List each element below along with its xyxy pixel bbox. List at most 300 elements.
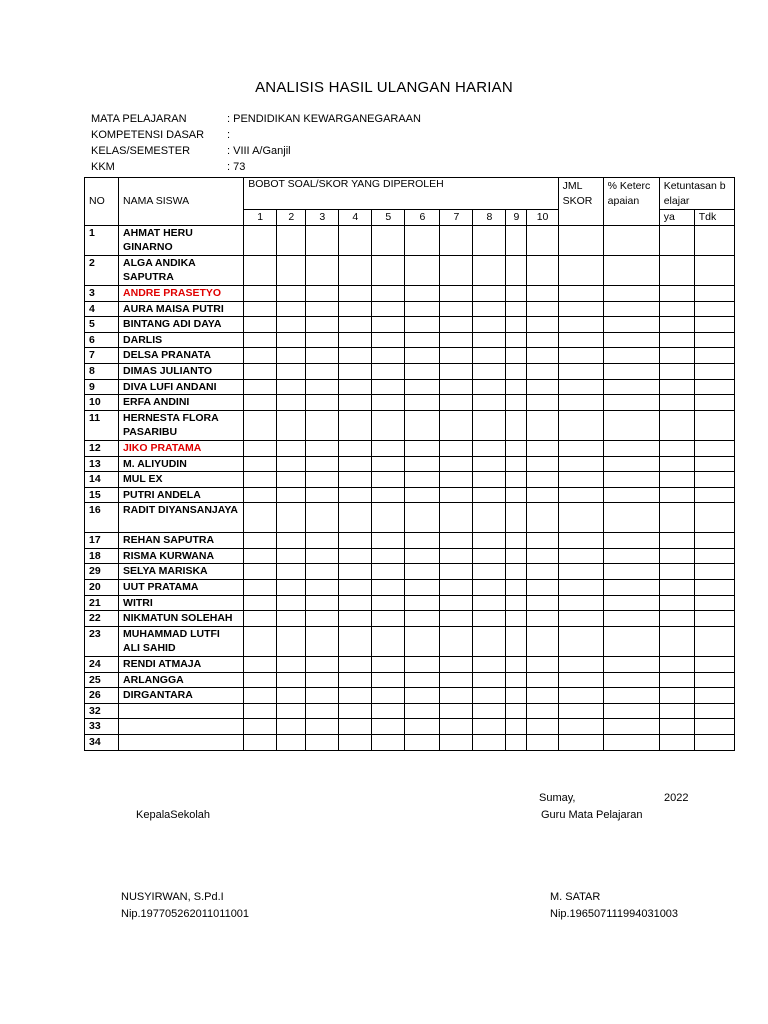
table-row bbox=[85, 225, 735, 255]
score-cell bbox=[527, 626, 558, 656]
table-row bbox=[85, 332, 735, 348]
tuntas-ya-cell bbox=[659, 363, 694, 379]
score-cell bbox=[440, 688, 473, 704]
student-name: DARLIS bbox=[119, 332, 244, 348]
ketercapaian-cell bbox=[603, 363, 659, 379]
score-cell bbox=[473, 548, 506, 564]
score-cell bbox=[372, 703, 405, 719]
score-cell bbox=[473, 317, 506, 333]
ketercapaian-cell bbox=[603, 580, 659, 596]
score-cell bbox=[527, 657, 558, 673]
score-cell bbox=[244, 626, 277, 656]
score-cell bbox=[339, 735, 372, 751]
jml-skor-cell bbox=[558, 719, 603, 735]
score-cell bbox=[244, 580, 277, 596]
score-cell bbox=[506, 348, 527, 364]
teacher-nip: Nip.196507111994031003 bbox=[550, 908, 679, 920]
principal-nip: Nip.197705262011011001 bbox=[121, 908, 250, 920]
score-cell bbox=[339, 719, 372, 735]
score-cell bbox=[339, 456, 372, 472]
score-cell bbox=[277, 503, 306, 533]
score-cell bbox=[277, 672, 306, 688]
tuntas-tdk-cell bbox=[694, 255, 734, 285]
score-cell bbox=[440, 348, 473, 364]
tuntas-tdk-cell bbox=[694, 735, 734, 751]
tuntas-ya-cell bbox=[659, 580, 694, 596]
table-row bbox=[85, 440, 735, 456]
score-cell bbox=[440, 472, 473, 488]
score-cell bbox=[306, 301, 339, 317]
score-cell bbox=[440, 735, 473, 751]
ketercapaian-cell bbox=[603, 472, 659, 488]
ketercapaian-cell bbox=[603, 564, 659, 580]
score-cell bbox=[277, 301, 306, 317]
score-cell bbox=[527, 410, 558, 440]
tuntas-ya-cell bbox=[659, 487, 694, 503]
score-cell bbox=[527, 456, 558, 472]
score-cell bbox=[339, 285, 372, 301]
score-cell bbox=[372, 564, 405, 580]
score-cell bbox=[405, 395, 440, 411]
tuntas-tdk-cell bbox=[694, 580, 734, 596]
score-cell bbox=[440, 410, 473, 440]
meta-value: : PENDIDIKAN KEWARGANEGARAAN bbox=[227, 113, 421, 125]
score-cell bbox=[405, 379, 440, 395]
table-row bbox=[85, 363, 735, 379]
student-name: UUT PRATAMA bbox=[119, 580, 244, 596]
score-cell bbox=[244, 688, 277, 704]
signature-place: Sumay, bbox=[539, 792, 576, 804]
score-cell bbox=[306, 626, 339, 656]
student-name bbox=[119, 703, 244, 719]
row-number: 24 bbox=[85, 657, 119, 673]
tuntas-ya-cell bbox=[659, 533, 694, 549]
score-cell bbox=[527, 688, 558, 704]
score-cell bbox=[473, 440, 506, 456]
score-cell bbox=[440, 332, 473, 348]
tuntas-ya-cell bbox=[659, 688, 694, 704]
score-cell bbox=[277, 472, 306, 488]
student-name: M. ALIYUDIN bbox=[119, 456, 244, 472]
score-cell bbox=[440, 379, 473, 395]
tuntas-tdk-cell bbox=[694, 626, 734, 656]
score-cell bbox=[440, 719, 473, 735]
score-cell bbox=[244, 735, 277, 751]
score-cell bbox=[277, 285, 306, 301]
ketercapaian-cell bbox=[603, 301, 659, 317]
score-cell bbox=[339, 472, 372, 488]
tuntas-tdk-cell bbox=[694, 703, 734, 719]
tuntas-tdk-cell bbox=[694, 395, 734, 411]
score-cell bbox=[339, 548, 372, 564]
score-cell bbox=[527, 379, 558, 395]
score-cell bbox=[473, 395, 506, 411]
score-cell bbox=[277, 348, 306, 364]
score-cell bbox=[277, 456, 306, 472]
score-cell bbox=[506, 564, 527, 580]
score-cell bbox=[440, 533, 473, 549]
score-cell bbox=[339, 703, 372, 719]
score-cell bbox=[244, 440, 277, 456]
student-name: AURA MAISA PUTRI bbox=[119, 301, 244, 317]
score-cell bbox=[372, 472, 405, 488]
score-cell bbox=[372, 317, 405, 333]
score-cell bbox=[372, 487, 405, 503]
ketercapaian-cell bbox=[603, 255, 659, 285]
score-cell bbox=[306, 472, 339, 488]
score-cell bbox=[306, 410, 339, 440]
score-cell bbox=[339, 503, 372, 533]
table-row bbox=[85, 703, 735, 719]
score-cell bbox=[473, 487, 506, 503]
score-cell bbox=[405, 363, 440, 379]
score-cell bbox=[473, 363, 506, 379]
score-cell bbox=[306, 688, 339, 704]
row-number: 7 bbox=[85, 348, 119, 364]
score-cell bbox=[339, 580, 372, 596]
score-cell bbox=[244, 719, 277, 735]
score-cell bbox=[405, 548, 440, 564]
meta-value: : VIII A/Ganjil bbox=[227, 145, 291, 157]
tuntas-tdk-cell bbox=[694, 657, 734, 673]
jml-skor-cell bbox=[558, 503, 603, 533]
row-number: 10 bbox=[85, 395, 119, 411]
table-row bbox=[85, 626, 735, 656]
score-cell bbox=[527, 440, 558, 456]
tuntas-tdk-cell bbox=[694, 410, 734, 440]
score-cell bbox=[277, 611, 306, 627]
principal-role: KepalaSekolah bbox=[136, 809, 211, 821]
score-cell bbox=[405, 595, 440, 611]
score-cell bbox=[306, 595, 339, 611]
table-row bbox=[85, 611, 735, 627]
tuntas-ya-cell bbox=[659, 285, 694, 301]
jml-skor-cell bbox=[558, 363, 603, 379]
student-name: ARLANGGA bbox=[119, 672, 244, 688]
ketercapaian-cell bbox=[603, 595, 659, 611]
score-cell bbox=[372, 285, 405, 301]
student-name: RADIT DIYANSANJAYA bbox=[119, 503, 244, 533]
question-number: 1 bbox=[244, 210, 277, 226]
tuntas-ya-cell bbox=[659, 735, 694, 751]
table-row bbox=[85, 735, 735, 751]
score-cell bbox=[527, 487, 558, 503]
score-cell bbox=[277, 719, 306, 735]
score-cell bbox=[440, 503, 473, 533]
teacher-role: Guru Mata Pelajaran bbox=[541, 809, 643, 821]
score-cell bbox=[405, 255, 440, 285]
score-cell bbox=[277, 317, 306, 333]
ketercapaian-cell bbox=[603, 410, 659, 440]
score-cell bbox=[405, 487, 440, 503]
score-cell bbox=[306, 533, 339, 549]
tuntas-ya-cell bbox=[659, 332, 694, 348]
tuntas-ya-cell bbox=[659, 595, 694, 611]
score-cell bbox=[440, 456, 473, 472]
score-cell bbox=[372, 672, 405, 688]
ketercapaian-cell bbox=[603, 456, 659, 472]
score-cell bbox=[506, 301, 527, 317]
score-cell bbox=[339, 332, 372, 348]
row-number: 13 bbox=[85, 456, 119, 472]
score-cell bbox=[244, 379, 277, 395]
table-row bbox=[85, 317, 735, 333]
score-cell bbox=[506, 548, 527, 564]
tuntas-tdk-cell bbox=[694, 317, 734, 333]
score-cell bbox=[244, 395, 277, 411]
jml-skor-cell bbox=[558, 703, 603, 719]
student-name: RISMA KURWANA bbox=[119, 548, 244, 564]
score-cell bbox=[527, 317, 558, 333]
score-cell bbox=[405, 285, 440, 301]
header-ketuntasan-belajar: Ketuntasan belajar bbox=[659, 178, 734, 210]
score-cell bbox=[372, 332, 405, 348]
score-cell bbox=[405, 503, 440, 533]
table-row bbox=[85, 348, 735, 364]
table-row bbox=[85, 564, 735, 580]
score-cell bbox=[506, 719, 527, 735]
tuntas-ya-cell bbox=[659, 611, 694, 627]
score-cell bbox=[372, 595, 405, 611]
score-cell bbox=[527, 348, 558, 364]
score-cell bbox=[277, 703, 306, 719]
score-cell bbox=[244, 456, 277, 472]
score-cell bbox=[527, 472, 558, 488]
ketercapaian-cell bbox=[603, 672, 659, 688]
header-no: NO bbox=[85, 178, 119, 226]
score-cell bbox=[473, 688, 506, 704]
score-cell bbox=[339, 301, 372, 317]
score-cell bbox=[277, 548, 306, 564]
score-cell bbox=[440, 657, 473, 673]
meta-label: KKM bbox=[91, 161, 115, 173]
question-number: 10 bbox=[527, 210, 558, 226]
jml-skor-cell bbox=[558, 672, 603, 688]
question-number: 9 bbox=[506, 210, 527, 226]
score-cell bbox=[473, 580, 506, 596]
question-number: 2 bbox=[277, 210, 306, 226]
score-cell bbox=[372, 611, 405, 627]
ketercapaian-cell bbox=[603, 487, 659, 503]
table-row bbox=[85, 487, 735, 503]
tuntas-ya-cell bbox=[659, 503, 694, 533]
score-cell bbox=[306, 456, 339, 472]
ketercapaian-cell bbox=[603, 719, 659, 735]
score-cell bbox=[527, 301, 558, 317]
score-cell bbox=[473, 672, 506, 688]
score-cell bbox=[527, 735, 558, 751]
score-cell bbox=[306, 703, 339, 719]
student-name: WITRI bbox=[119, 595, 244, 611]
jml-skor-cell bbox=[558, 580, 603, 596]
header-row-top bbox=[85, 178, 735, 210]
score-cell bbox=[527, 395, 558, 411]
student-name: HERNESTA FLORA PASARIBU bbox=[119, 410, 244, 440]
score-cell bbox=[372, 533, 405, 549]
score-cell bbox=[339, 564, 372, 580]
score-cell bbox=[405, 332, 440, 348]
score-cell bbox=[405, 301, 440, 317]
jml-skor-cell bbox=[558, 548, 603, 564]
score-cell bbox=[372, 657, 405, 673]
score-cell bbox=[277, 225, 306, 255]
score-cell bbox=[473, 255, 506, 285]
jml-skor-cell bbox=[558, 379, 603, 395]
score-cell bbox=[244, 225, 277, 255]
score-cell bbox=[277, 688, 306, 704]
score-cell bbox=[372, 580, 405, 596]
score-cell bbox=[372, 410, 405, 440]
tuntas-ya-cell bbox=[659, 440, 694, 456]
score-cell bbox=[244, 348, 277, 364]
score-cell bbox=[527, 564, 558, 580]
student-name: ALGA ANDIKA SAPUTRA bbox=[119, 255, 244, 285]
score-cell bbox=[244, 564, 277, 580]
score-cell bbox=[405, 580, 440, 596]
score-cell bbox=[405, 440, 440, 456]
tuntas-tdk-cell bbox=[694, 533, 734, 549]
score-cell bbox=[473, 379, 506, 395]
jml-skor-cell bbox=[558, 255, 603, 285]
row-number: 15 bbox=[85, 487, 119, 503]
score-cell bbox=[506, 285, 527, 301]
score-cell bbox=[277, 657, 306, 673]
table-row bbox=[85, 548, 735, 564]
table-row bbox=[85, 719, 735, 735]
score-cell bbox=[339, 657, 372, 673]
ketercapaian-cell bbox=[603, 735, 659, 751]
score-cell bbox=[306, 225, 339, 255]
meta-label: MATA PELAJARAN bbox=[91, 113, 187, 125]
score-cell bbox=[306, 657, 339, 673]
score-cell bbox=[440, 301, 473, 317]
score-cell bbox=[339, 348, 372, 364]
score-cell bbox=[527, 595, 558, 611]
score-cell bbox=[339, 595, 372, 611]
jml-skor-cell bbox=[558, 285, 603, 301]
tuntas-ya-cell bbox=[659, 703, 694, 719]
row-number: 26 bbox=[85, 688, 119, 704]
score-cell bbox=[527, 503, 558, 533]
student-name: SELYA MARISKA bbox=[119, 564, 244, 580]
score-cell bbox=[339, 440, 372, 456]
ketercapaian-cell bbox=[603, 503, 659, 533]
jml-skor-cell bbox=[558, 735, 603, 751]
score-cell bbox=[339, 611, 372, 627]
row-number: 32 bbox=[85, 703, 119, 719]
score-cell bbox=[372, 548, 405, 564]
score-cell bbox=[339, 410, 372, 440]
row-number: 21 bbox=[85, 595, 119, 611]
student-name: JIKO PRATAMA bbox=[119, 440, 244, 456]
score-cell bbox=[306, 440, 339, 456]
row-number: 4 bbox=[85, 301, 119, 317]
score-cell bbox=[277, 595, 306, 611]
score-cell bbox=[405, 719, 440, 735]
meta-value: : bbox=[227, 129, 231, 141]
student-name: DIRGANTARA bbox=[119, 688, 244, 704]
tuntas-ya-cell bbox=[659, 225, 694, 255]
score-cell bbox=[440, 487, 473, 503]
table-row bbox=[85, 395, 735, 411]
ketercapaian-cell bbox=[603, 626, 659, 656]
score-cell bbox=[405, 626, 440, 656]
score-cell bbox=[372, 688, 405, 704]
score-cell bbox=[440, 363, 473, 379]
meta-value: : 73 bbox=[227, 161, 246, 173]
table-row bbox=[85, 456, 735, 472]
score-cell bbox=[306, 719, 339, 735]
score-cell bbox=[506, 440, 527, 456]
teacher-name: M. SATAR bbox=[550, 891, 601, 903]
row-number: 20 bbox=[85, 580, 119, 596]
score-cell bbox=[506, 703, 527, 719]
score-cell bbox=[473, 533, 506, 549]
score-cell bbox=[405, 410, 440, 440]
score-cell bbox=[440, 395, 473, 411]
score-cell bbox=[527, 363, 558, 379]
jml-skor-cell bbox=[558, 301, 603, 317]
tuntas-ya-cell bbox=[659, 672, 694, 688]
score-cell bbox=[440, 672, 473, 688]
score-cell bbox=[440, 285, 473, 301]
tuntas-tdk-cell bbox=[694, 595, 734, 611]
score-cell bbox=[440, 225, 473, 255]
score-cell bbox=[339, 379, 372, 395]
score-cell bbox=[339, 533, 372, 549]
score-cell bbox=[244, 503, 277, 533]
score-cell bbox=[277, 580, 306, 596]
tuntas-tdk-cell bbox=[694, 456, 734, 472]
row-number: 34 bbox=[85, 735, 119, 751]
ketercapaian-cell bbox=[603, 317, 659, 333]
student-name: ERFA ANDINI bbox=[119, 395, 244, 411]
tuntas-ya-cell bbox=[659, 657, 694, 673]
tuntas-ya-cell bbox=[659, 317, 694, 333]
score-cell bbox=[473, 285, 506, 301]
score-cell bbox=[306, 672, 339, 688]
tuntas-tdk-cell bbox=[694, 548, 734, 564]
score-cell bbox=[372, 379, 405, 395]
score-cell bbox=[244, 703, 277, 719]
score-cell bbox=[473, 703, 506, 719]
score-cell bbox=[244, 487, 277, 503]
score-cell bbox=[244, 332, 277, 348]
score-cell bbox=[473, 564, 506, 580]
row-number: 12 bbox=[85, 440, 119, 456]
tuntas-tdk-cell bbox=[694, 672, 734, 688]
student-name: DELSA PRANATA bbox=[119, 348, 244, 364]
score-cell bbox=[506, 395, 527, 411]
table-row bbox=[85, 595, 735, 611]
score-cell bbox=[473, 503, 506, 533]
score-cell bbox=[506, 379, 527, 395]
row-number: 33 bbox=[85, 719, 119, 735]
ketercapaian-cell bbox=[603, 379, 659, 395]
score-cell bbox=[473, 595, 506, 611]
student-name: DIVA LUFI ANDANI bbox=[119, 379, 244, 395]
tuntas-ya-cell bbox=[659, 548, 694, 564]
table-row bbox=[85, 503, 735, 533]
tuntas-ya-cell bbox=[659, 456, 694, 472]
tuntas-tdk-cell bbox=[694, 719, 734, 735]
score-cell bbox=[306, 548, 339, 564]
score-cell bbox=[277, 255, 306, 285]
score-cell bbox=[405, 225, 440, 255]
row-number: 23 bbox=[85, 626, 119, 656]
tuntas-tdk-cell bbox=[694, 285, 734, 301]
score-cell bbox=[372, 719, 405, 735]
